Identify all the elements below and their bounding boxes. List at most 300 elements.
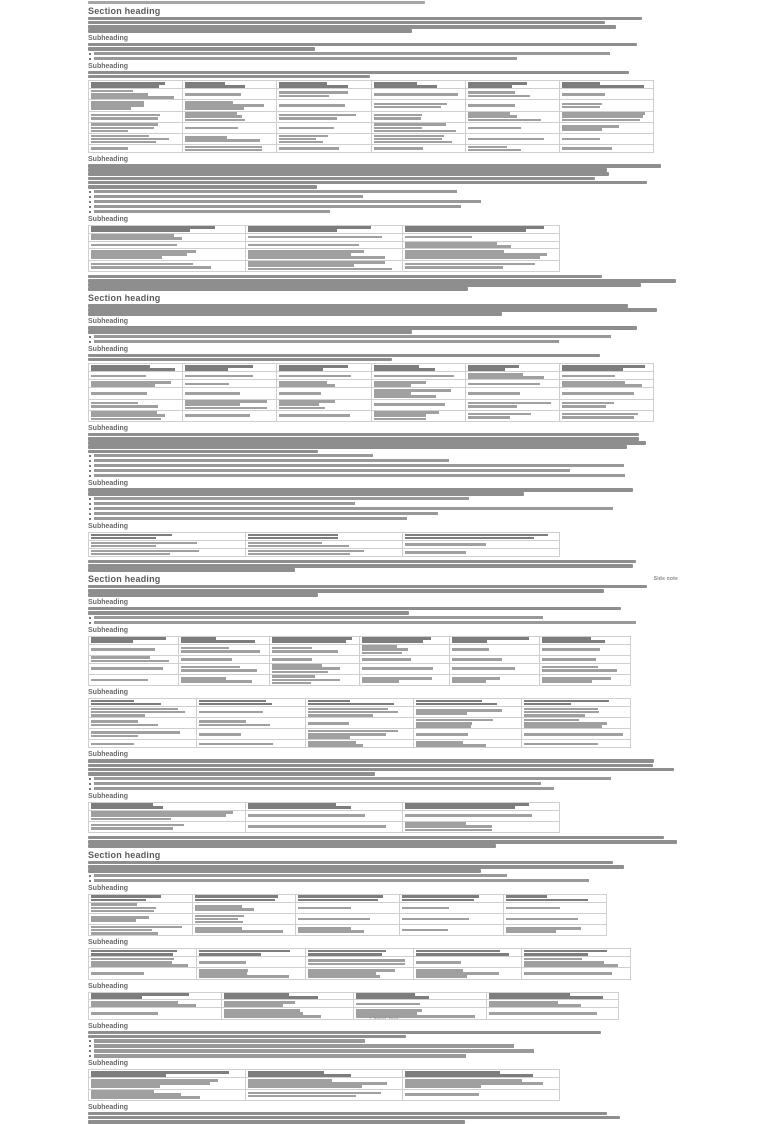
table-cell <box>183 399 277 410</box>
text-line <box>88 1031 601 1035</box>
table-row <box>89 968 631 979</box>
bullet-item <box>94 616 678 620</box>
text-line <box>88 287 468 291</box>
text-line <box>88 607 621 611</box>
table-cell <box>371 372 465 380</box>
table-cell <box>89 644 179 655</box>
table-header-cell <box>399 894 503 902</box>
table-header-cell <box>89 225 246 233</box>
text-line <box>88 593 318 597</box>
table-row <box>89 729 631 740</box>
table-header-cell <box>486 992 619 1000</box>
bullet-item <box>94 474 678 478</box>
data-table <box>88 636 631 686</box>
data-table <box>88 363 654 421</box>
table-header-cell <box>89 992 222 1000</box>
text-line <box>88 164 661 168</box>
table-cell <box>89 968 197 979</box>
table-cell <box>89 729 197 740</box>
table-cell <box>540 644 630 655</box>
bullet-item <box>94 454 678 458</box>
table-header-cell <box>89 894 193 902</box>
text-line <box>88 568 295 572</box>
table-header-cell <box>89 636 179 644</box>
bullet-item <box>94 210 678 214</box>
text-line <box>88 25 616 29</box>
bullet-item <box>94 512 678 516</box>
text-line <box>88 1 425 4</box>
table-cell <box>465 399 559 410</box>
table-cell <box>503 902 607 913</box>
table-cell <box>399 913 503 924</box>
text-line <box>88 772 375 776</box>
table-cell <box>403 260 560 271</box>
table-row <box>89 388 654 399</box>
table-cell <box>179 674 269 685</box>
table-cell <box>560 410 654 421</box>
table-header-row <box>89 532 560 540</box>
table-cell <box>89 706 197 717</box>
table-cell <box>403 548 560 556</box>
table-cell <box>89 249 246 260</box>
table-cell <box>522 957 630 968</box>
table-cell <box>465 111 559 122</box>
table-header-cell <box>179 636 269 644</box>
text-line <box>88 1035 406 1039</box>
bullet-item <box>94 782 678 786</box>
table-cell <box>89 718 197 729</box>
text-line <box>88 840 677 844</box>
table-cell <box>403 241 560 249</box>
bullet-item <box>94 502 678 506</box>
table-cell <box>277 89 371 100</box>
table-cell <box>246 821 403 832</box>
table-cell <box>560 89 654 100</box>
table-cell <box>560 133 654 144</box>
bullet-item <box>94 1044 678 1048</box>
table-cell <box>560 380 654 388</box>
bullet-list <box>88 1039 678 1058</box>
subsection-heading: Subheading <box>88 1022 129 1030</box>
section-heading: Section heading <box>88 5 161 16</box>
table-cell <box>403 1078 560 1089</box>
bullet-item <box>94 874 678 878</box>
text-line <box>88 450 318 454</box>
table-cell <box>371 380 465 388</box>
table-cell <box>403 540 560 548</box>
table-row <box>89 233 560 241</box>
text-line <box>88 865 624 869</box>
bullet-item <box>94 195 678 199</box>
table-cell <box>89 260 246 271</box>
table-row <box>89 810 560 821</box>
table-cell <box>560 399 654 410</box>
bullet-item <box>94 497 678 501</box>
table-cell <box>414 957 522 968</box>
table-cell <box>522 740 630 748</box>
bullet-item <box>94 52 678 56</box>
table-cell <box>183 122 277 133</box>
text-line <box>88 185 317 189</box>
table-cell <box>277 380 371 388</box>
text-line <box>88 589 604 593</box>
bullet-item <box>94 1049 678 1053</box>
table-cell <box>89 145 183 153</box>
table-cell <box>183 133 277 144</box>
table-cell <box>371 145 465 153</box>
table-cell <box>277 145 371 153</box>
bullet-item <box>94 469 678 473</box>
text-line <box>88 759 654 763</box>
bullet-item <box>94 879 678 883</box>
bullet-item <box>94 335 678 339</box>
subsection-heading: Subheading <box>88 345 129 353</box>
subsection-heading: Subheading <box>88 598 129 606</box>
text-line <box>88 861 613 865</box>
bullet-list <box>88 874 678 883</box>
table-row <box>89 249 560 260</box>
table-cell <box>465 410 559 421</box>
table-cell <box>89 674 179 685</box>
table-cell <box>269 663 359 674</box>
table-row <box>89 663 631 674</box>
table-cell <box>179 644 269 655</box>
bullet-item <box>94 205 678 209</box>
table-cell <box>183 100 277 111</box>
table-row <box>89 410 654 421</box>
table-cell <box>403 821 560 832</box>
data-table <box>88 948 631 979</box>
table-cell <box>89 540 246 548</box>
table-cell <box>522 706 630 717</box>
text-line <box>88 177 595 181</box>
text-line <box>88 611 409 615</box>
table-row <box>89 644 631 655</box>
table-cell <box>465 89 559 100</box>
table-header-cell <box>403 802 560 810</box>
table-cell <box>371 100 465 111</box>
bullet-list <box>88 497 678 521</box>
subsection-heading: Subheading <box>88 751 129 759</box>
text-line <box>88 47 315 51</box>
table-header-cell <box>221 992 354 1000</box>
table-row <box>89 111 654 122</box>
table-cell <box>246 249 403 260</box>
table-cell <box>371 410 465 421</box>
table-cell <box>89 388 183 399</box>
table-row <box>89 1000 619 1008</box>
table-header-cell <box>450 636 540 644</box>
table-header-cell <box>540 636 630 644</box>
table-cell <box>183 388 277 399</box>
table-cell <box>277 122 371 133</box>
table-cell <box>465 122 559 133</box>
table-cell <box>296 902 400 913</box>
table-cell <box>359 644 449 655</box>
side-note: Side note <box>653 575 678 582</box>
table-cell <box>89 133 183 144</box>
table-header-cell <box>246 1070 403 1078</box>
table-cell <box>192 902 296 913</box>
table-cell <box>450 674 540 685</box>
table-cell <box>89 821 246 832</box>
table-header-cell <box>246 532 403 540</box>
table-header-cell <box>403 1070 560 1078</box>
table-header-row <box>89 802 560 810</box>
table-row <box>89 821 560 832</box>
table-cell <box>89 740 197 748</box>
text-line <box>88 488 633 492</box>
text-line <box>88 17 642 21</box>
subsection-heading: Subheading <box>88 982 129 990</box>
table-cell <box>522 718 630 729</box>
subsection-heading: Subheading <box>88 317 129 325</box>
table-row <box>89 540 560 548</box>
table-row <box>89 399 654 410</box>
page-footer: Footer text <box>369 1015 399 1021</box>
subsection-heading: Subheading <box>88 884 129 892</box>
section-heading: Section heading <box>88 292 161 303</box>
subsection-heading: Subheading <box>88 215 129 223</box>
table-header-cell <box>183 364 277 372</box>
text-line <box>88 75 370 79</box>
table-cell <box>89 1000 222 1008</box>
bullet-item <box>94 507 678 511</box>
table-cell <box>89 913 193 924</box>
table-header-cell <box>522 699 630 707</box>
text-line <box>88 768 674 772</box>
table-cell <box>371 399 465 410</box>
table-cell <box>89 380 183 388</box>
data-table <box>88 1069 560 1100</box>
table-row <box>89 145 654 153</box>
text-line <box>88 441 646 445</box>
text-line <box>88 308 657 312</box>
bullet-item <box>94 464 678 468</box>
table-row <box>89 957 631 968</box>
table-cell <box>183 145 277 153</box>
table-header-cell <box>403 225 560 233</box>
table-cell <box>371 388 465 399</box>
subsection-heading: Subheading <box>88 34 129 42</box>
table-row <box>89 380 654 388</box>
data-table <box>88 532 560 557</box>
bullet-list <box>88 335 678 344</box>
table-cell <box>89 810 246 821</box>
table-cell <box>89 957 197 968</box>
table-row <box>89 372 654 380</box>
table-cell <box>246 1089 403 1100</box>
table-cell <box>560 372 654 380</box>
bullet-item <box>94 190 678 194</box>
table-cell <box>89 241 246 249</box>
subsection-heading: Subheading <box>88 424 129 432</box>
text-line <box>88 433 639 437</box>
table-cell <box>399 925 503 936</box>
table-header-cell <box>305 699 413 707</box>
table-row <box>89 655 631 663</box>
table-cell <box>560 122 654 133</box>
table-cell <box>560 388 654 399</box>
table-cell <box>269 655 359 663</box>
text-line <box>88 29 412 33</box>
subsection-heading: Subheading <box>88 792 129 800</box>
table-header-cell <box>305 949 413 957</box>
table-cell <box>197 729 305 740</box>
text-line <box>88 445 627 449</box>
text-line <box>88 330 412 334</box>
table-cell <box>246 540 403 548</box>
table-cell <box>183 380 277 388</box>
subsection-heading: Subheading <box>88 689 129 696</box>
bullet-item <box>94 1054 678 1058</box>
table-header-row <box>89 894 607 902</box>
text-line <box>88 354 600 358</box>
text-line <box>88 275 602 279</box>
table-header-cell <box>522 949 630 957</box>
table-cell <box>89 902 193 913</box>
table-row <box>89 89 654 100</box>
table-cell <box>246 1078 403 1089</box>
table-header-row <box>89 636 631 644</box>
text-line <box>88 358 392 362</box>
table-header-row <box>89 992 619 1000</box>
table-cell <box>305 968 413 979</box>
table-cell <box>414 968 522 979</box>
table-cell <box>197 740 305 748</box>
table-cell <box>192 925 296 936</box>
table-header-cell <box>246 225 403 233</box>
table-cell <box>277 100 371 111</box>
table-row <box>89 718 631 729</box>
table-row <box>89 1089 560 1100</box>
text-line <box>88 869 481 873</box>
table-cell <box>89 89 183 100</box>
table-row <box>89 100 654 111</box>
table-header-cell <box>269 636 359 644</box>
table-header-row <box>89 364 654 372</box>
table-cell <box>89 122 183 133</box>
table-row <box>89 706 631 717</box>
table-header-cell <box>371 81 465 89</box>
bullet-list <box>88 777 678 791</box>
table-cell <box>89 372 183 380</box>
table-header-cell <box>414 949 522 957</box>
table-cell <box>183 410 277 421</box>
table-cell <box>414 706 522 717</box>
table-header-cell <box>183 81 277 89</box>
table-cell <box>197 957 305 968</box>
table-cell <box>465 388 559 399</box>
text-line <box>88 836 664 840</box>
data-table <box>88 225 560 272</box>
table-header-cell <box>89 1070 246 1078</box>
table-cell <box>403 249 560 260</box>
table-cell <box>179 663 269 674</box>
table-cell <box>540 674 630 685</box>
table-cell <box>560 111 654 122</box>
table-cell <box>179 655 269 663</box>
table-cell <box>540 663 630 674</box>
table-cell <box>354 1000 487 1008</box>
table-cell <box>465 372 559 380</box>
table-cell <box>89 410 183 421</box>
text-line <box>88 283 641 287</box>
table-header-cell <box>354 992 487 1000</box>
table-row <box>89 674 631 685</box>
section-heading: Section heading <box>88 849 161 860</box>
table-cell <box>296 925 400 936</box>
subsection-heading: Subheading <box>88 1060 129 1068</box>
table-cell <box>399 902 503 913</box>
table-cell <box>522 729 630 740</box>
table-cell <box>414 729 522 740</box>
table-cell <box>403 1089 560 1100</box>
table-cell <box>192 913 296 924</box>
bullet-item <box>94 459 678 463</box>
table-cell <box>246 810 403 821</box>
table-cell <box>305 729 413 740</box>
table-header-cell <box>560 364 654 372</box>
text-line <box>88 21 605 25</box>
table-header-row <box>89 949 631 957</box>
subsection-heading: Subheading <box>88 522 129 530</box>
bullet-item <box>94 340 678 344</box>
table-header-row <box>89 81 654 89</box>
text-line <box>88 312 502 316</box>
text-line <box>88 168 607 172</box>
table-cell <box>450 655 540 663</box>
subsection-heading: Subheading <box>88 626 129 634</box>
table-cell <box>560 100 654 111</box>
table-cell <box>359 674 449 685</box>
table-cell <box>371 111 465 122</box>
table-cell <box>246 241 403 249</box>
table-cell <box>277 399 371 410</box>
table-cell <box>277 410 371 421</box>
table-row <box>89 925 607 936</box>
table-header-cell <box>403 532 560 540</box>
text-line <box>88 492 524 496</box>
bullet-list <box>88 454 678 478</box>
table-cell <box>359 655 449 663</box>
table-cell <box>89 111 183 122</box>
table-header-cell <box>503 894 607 902</box>
table-cell <box>371 89 465 100</box>
table-cell <box>305 957 413 968</box>
text-line <box>88 172 609 176</box>
text-line <box>88 181 647 185</box>
table-row <box>89 1078 560 1089</box>
table-cell <box>503 925 607 936</box>
table-cell <box>465 145 559 153</box>
data-table <box>88 80 654 153</box>
table-header-cell <box>371 364 465 372</box>
table-header-cell <box>89 699 197 707</box>
table-cell <box>89 1078 246 1089</box>
bullet-item <box>94 200 678 204</box>
bullet-item <box>94 517 678 521</box>
text-line <box>88 1112 607 1116</box>
bullet-list <box>88 190 678 214</box>
table-cell <box>305 718 413 729</box>
table-cell <box>89 233 246 241</box>
table-cell <box>486 1000 619 1008</box>
table-cell <box>465 133 559 144</box>
bullet-item <box>94 777 678 781</box>
bullet-item <box>94 1039 678 1043</box>
table-header-row <box>89 225 560 233</box>
